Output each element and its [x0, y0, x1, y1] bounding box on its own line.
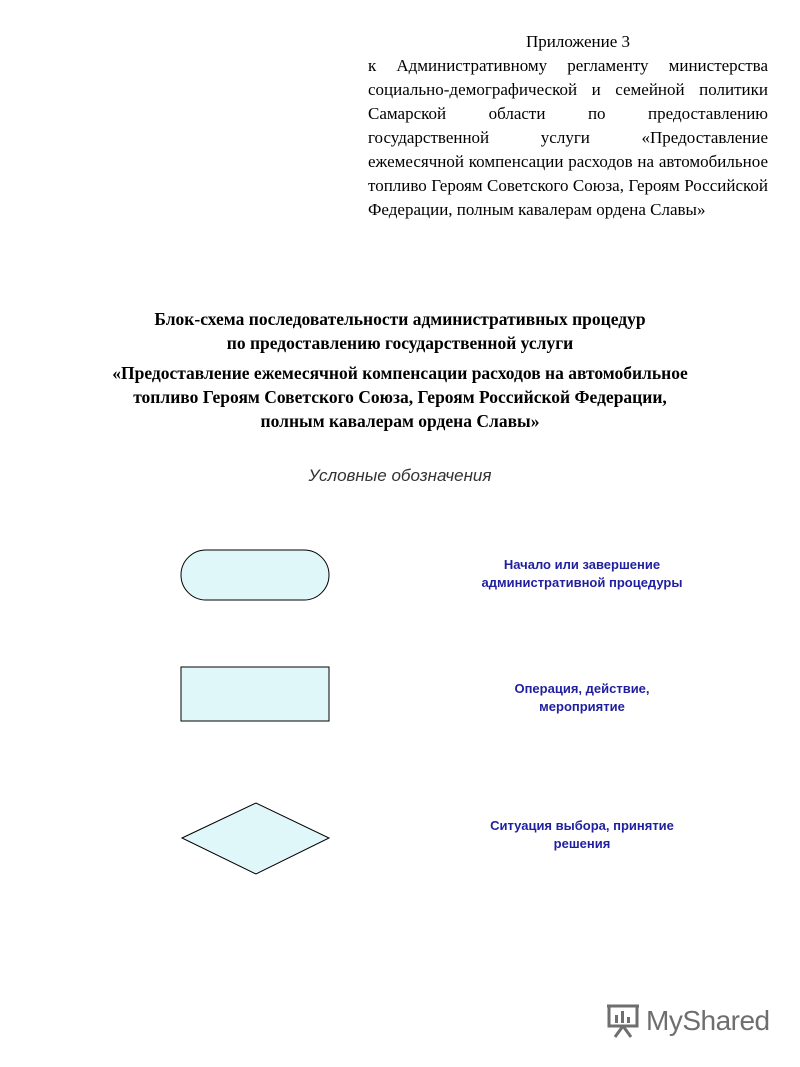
terminator-shape [180, 549, 332, 603]
myshared-watermark [606, 1000, 776, 1042]
process-label [432, 680, 732, 716]
heading-line: Блок-схема последовательности административных процедур [154, 309, 646, 329]
legend-label-line: Ситуация выбора, принятие [490, 818, 674, 833]
process-shape [180, 666, 332, 723]
decision-shape [180, 801, 332, 877]
legend-label-line: административной процедуры [481, 575, 683, 590]
watermark-text: MyShared [646, 1005, 770, 1036]
legend-caption: Условные обозначения [308, 466, 492, 485]
heading-line: по предоставлению государственной услуги [226, 333, 574, 353]
heading-line: топливо Героям Советского Союза, Героям Российской Федерации, [133, 387, 667, 407]
service-name-heading [0, 361, 800, 433]
legend-label-line: Операция, действие, [514, 681, 650, 696]
terminator-label [432, 556, 732, 592]
heading-line: полным кавалерам ордена Славы» [260, 411, 540, 431]
legend-label-line: решения [553, 836, 611, 851]
legend-label-line: Начало или завершение [503, 557, 661, 572]
presentation-board-icon [606, 1003, 640, 1039]
appendix-block [368, 30, 768, 222]
document-heading [0, 307, 800, 355]
heading-line: «Предоставление ежемесячной компенсации расходов на автомобильное [112, 363, 688, 383]
decision-label [432, 817, 732, 853]
appendix-body: к Административному регламенту министерства социально-демографической и семейной политики Самарской области по предоставлению государственной услуги «Предоставление ежемесячной компенсации расходов на автомобильное топливо Героям Советского Союза, Героям Российской Федерации, полным кавалерам ордена Славы» [368, 56, 768, 219]
legend-label-line: мероприятие [539, 699, 625, 714]
appendix-title: Приложение 3 [526, 32, 630, 51]
